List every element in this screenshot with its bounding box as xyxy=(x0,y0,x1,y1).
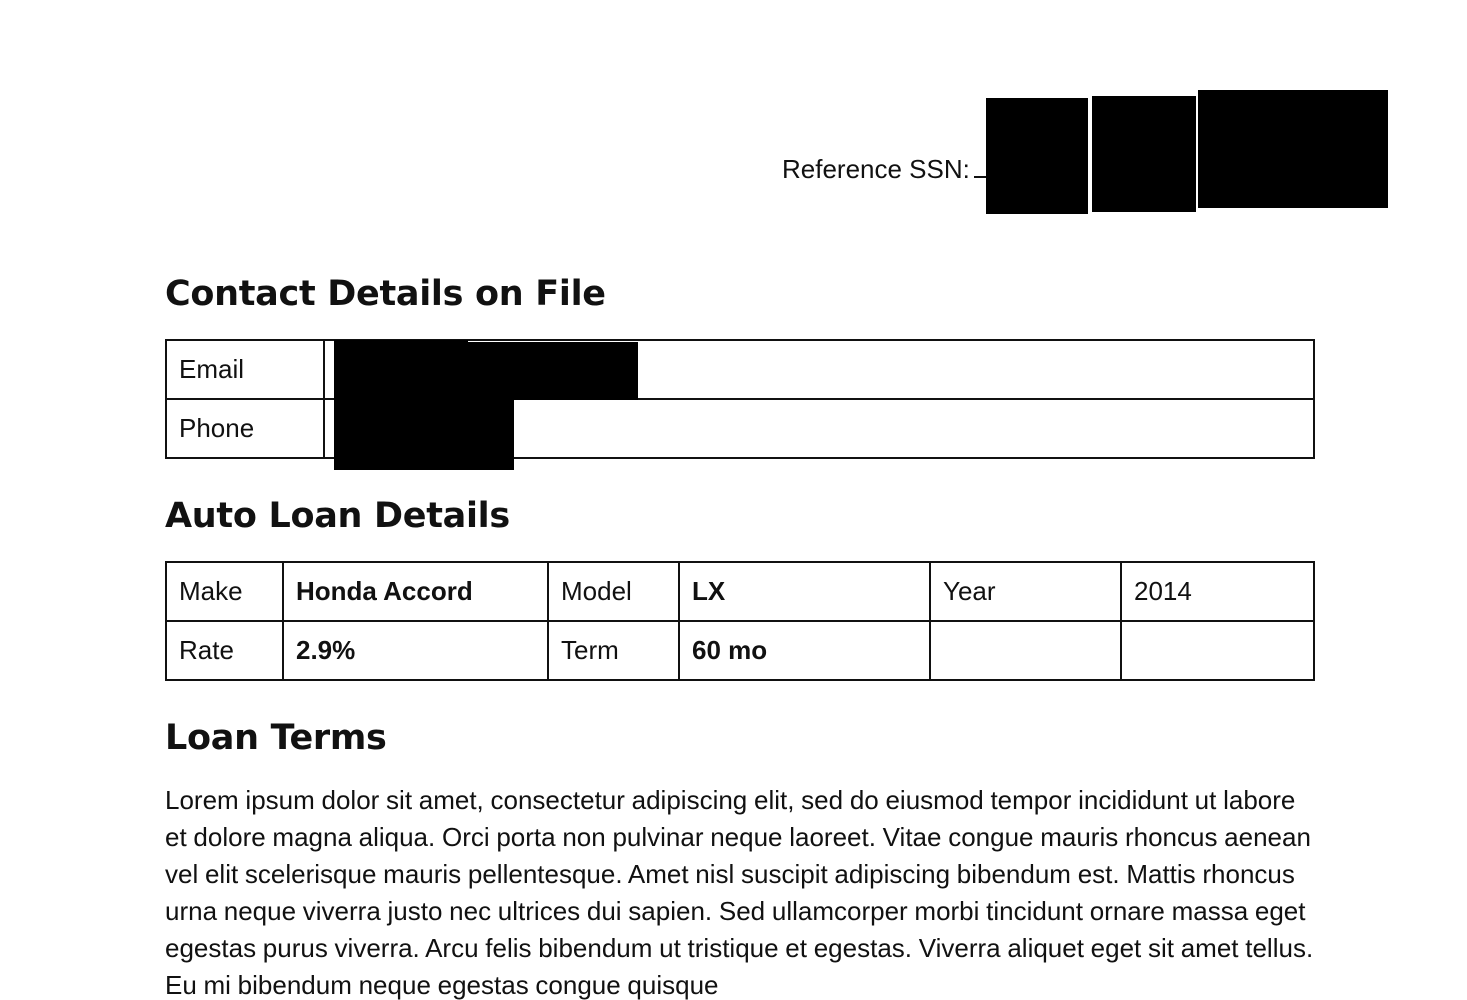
auto-loan-details-heading: Auto Loan Details xyxy=(165,496,510,536)
year-label: Year xyxy=(930,562,1121,621)
ssn-redaction-block-2 xyxy=(1092,96,1196,212)
make-value: Honda Accord xyxy=(283,562,548,621)
term-value: 60 mo xyxy=(679,621,930,680)
loan-terms-heading: Loan Terms xyxy=(165,718,387,758)
rate-value: 2.9% xyxy=(283,621,548,680)
email-redaction-block-1 xyxy=(334,340,468,402)
phone-label: Phone xyxy=(166,399,324,458)
auto-loan-details-table xyxy=(165,561,1315,681)
term-label: Term xyxy=(548,621,679,680)
model-value: LX xyxy=(679,562,930,621)
email-label: Email xyxy=(166,340,324,399)
reference-ssn-label: Reference SSN: xyxy=(782,154,970,184)
ssn-redaction-block-1 xyxy=(986,98,1088,214)
year-value: 2014 xyxy=(1121,562,1314,621)
table-row xyxy=(166,621,1314,680)
model-label: Model xyxy=(548,562,679,621)
contact-details-heading: Contact Details on File xyxy=(165,274,606,314)
empty-cell xyxy=(1121,621,1314,680)
empty-cell xyxy=(930,621,1121,680)
ssn-redaction-block-3 xyxy=(1198,90,1388,208)
table-row xyxy=(166,562,1314,621)
make-label: Make xyxy=(166,562,283,621)
loan-terms-body: Lorem ipsum dolor sit amet, consectetur adipiscing elit, sed do eiusmod tempor incididunt ut labore et dolore magna aliqua. Orci porta non pulvinar neque laoreet. Vitae congue mauris rhoncus aenean vel elit scelerisque mauris pellentesque. Amet nisl suscipit adipiscing bibendum est. Mattis rhoncus urna neque viverra justo nec ultrices dui sapien. Sed ullamcorper morbi tincidunt ornare massa eget egestas purus viverra. Arcu felis bibendum ut tristique et egestas. Viverra aliquet eget sit amet tellus. Eu mi bibendum neque egestas congue quisque xyxy=(165,785,1314,1000)
rate-label: Rate xyxy=(166,621,283,680)
phone-redaction-block xyxy=(334,400,514,470)
email-redaction-block-2 xyxy=(466,342,638,400)
